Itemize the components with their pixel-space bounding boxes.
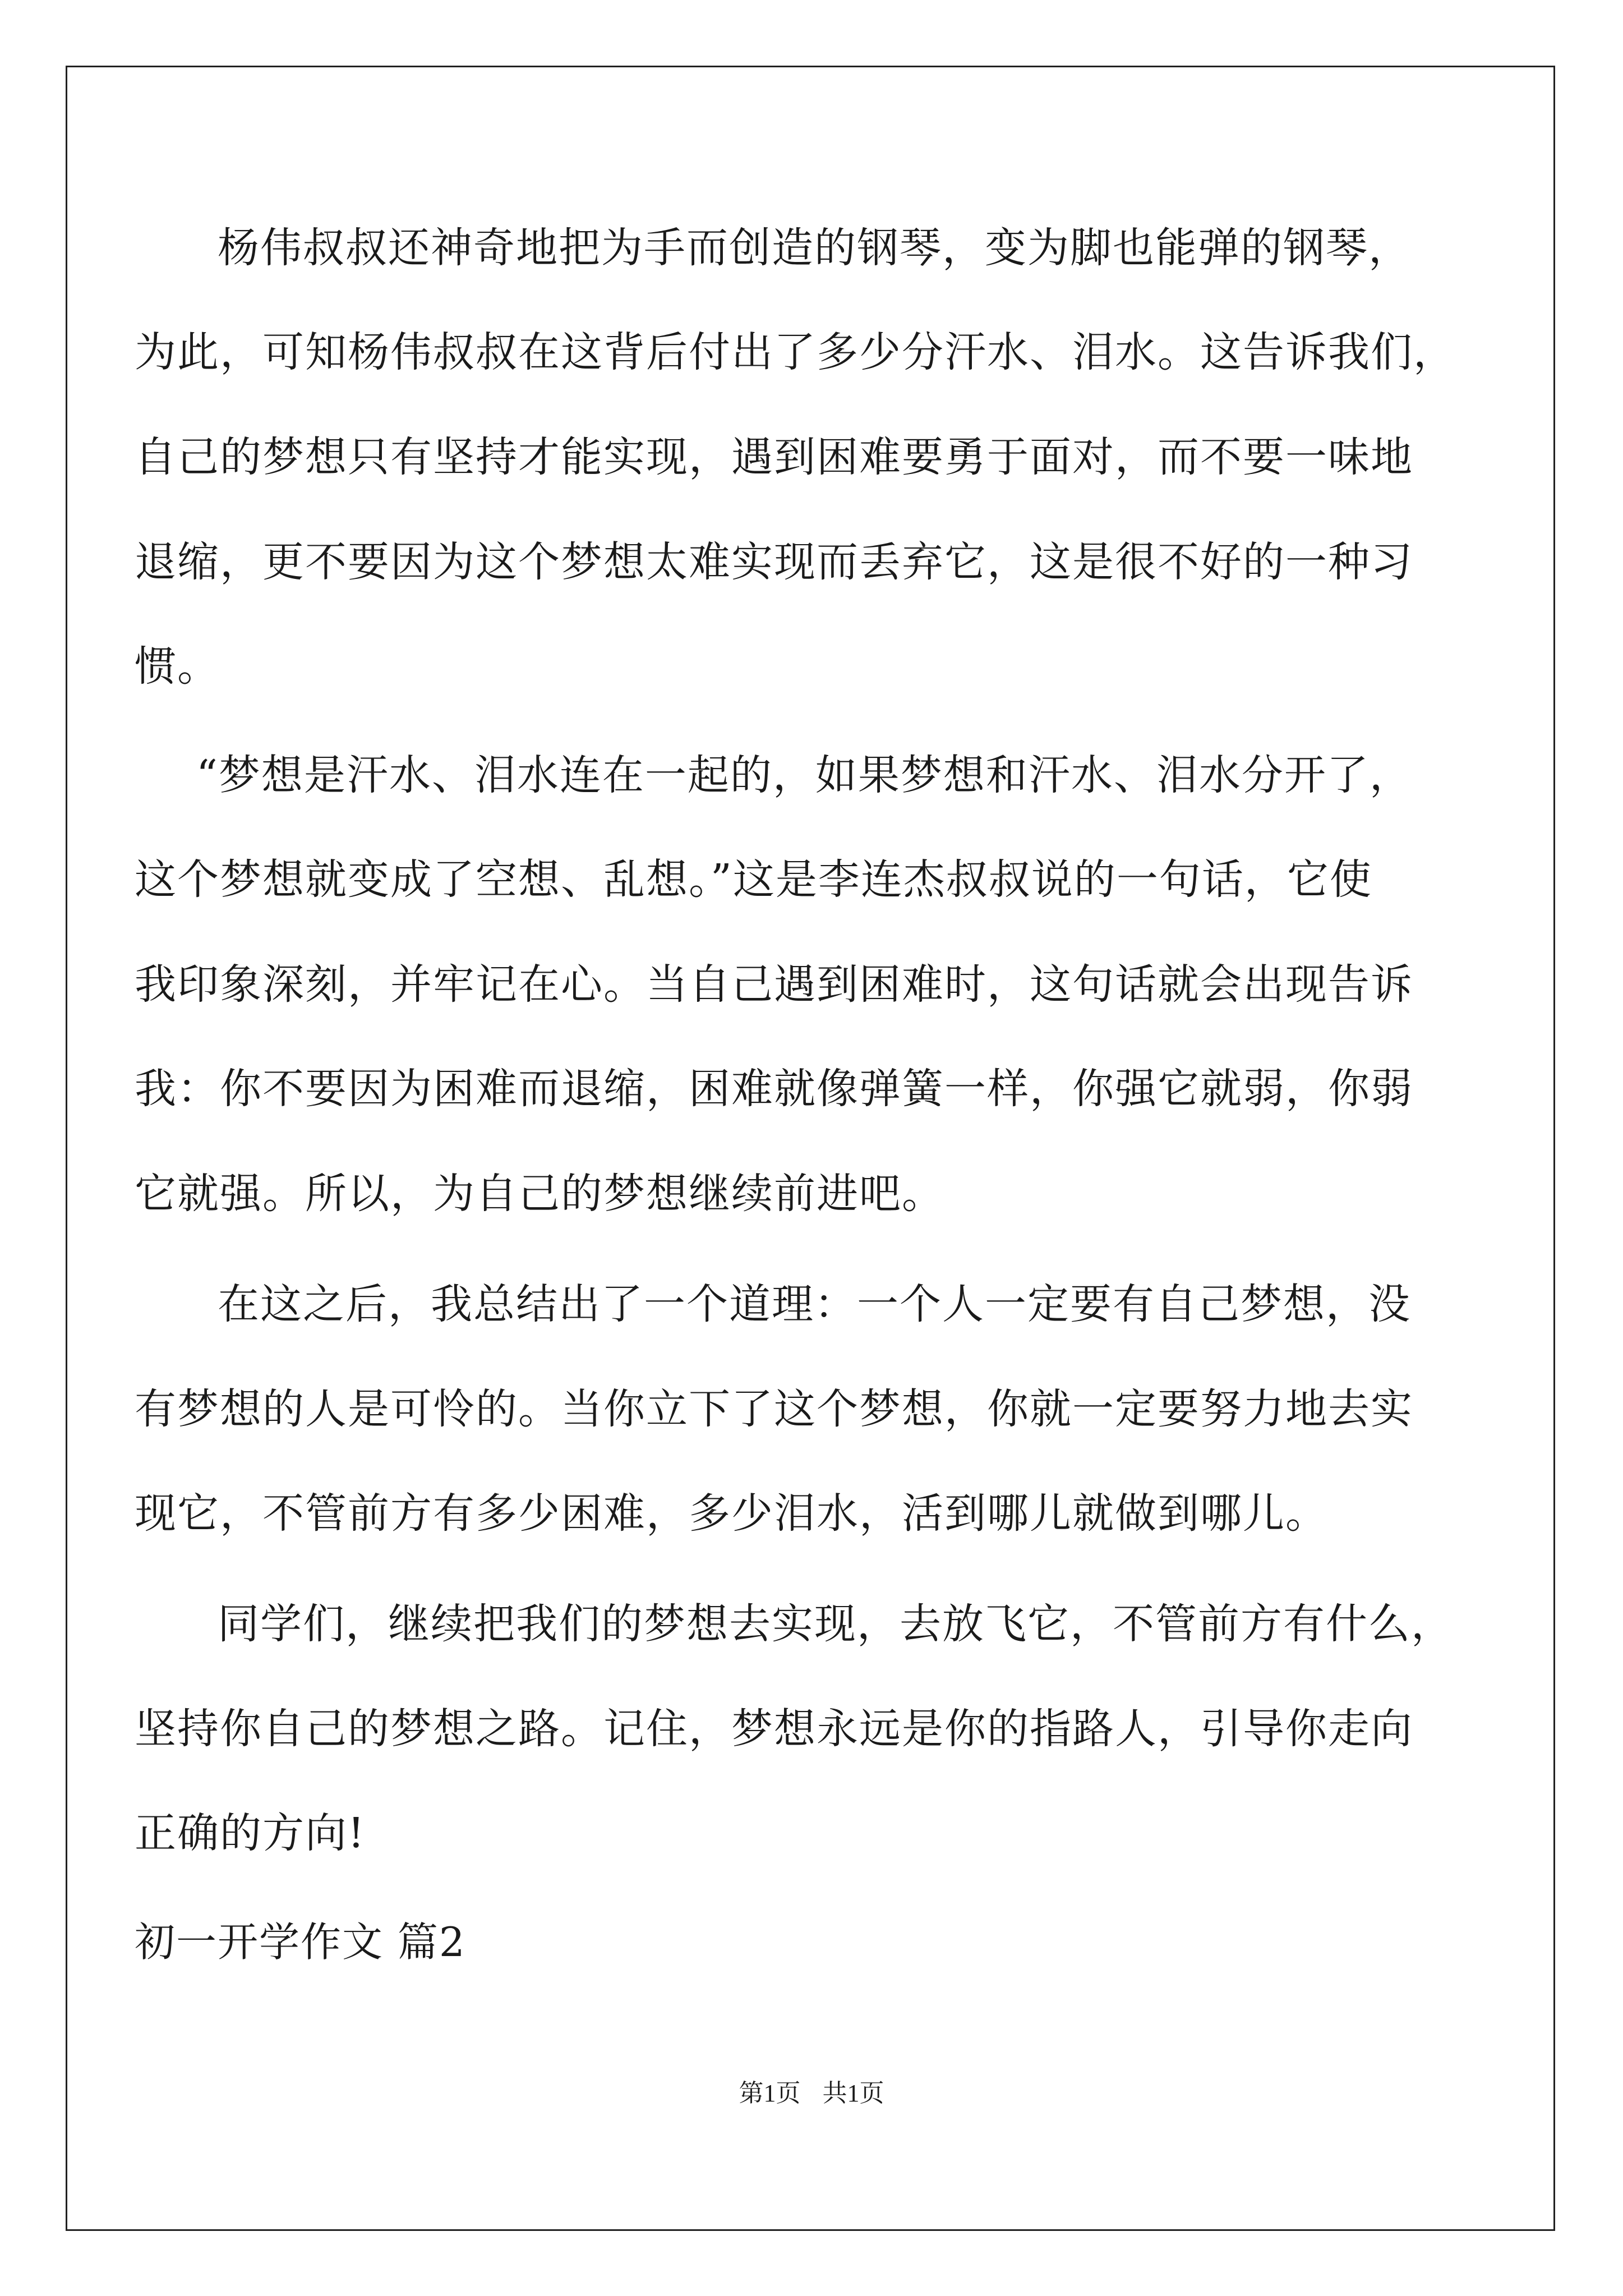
paragraph-2-line-4: 我：你不要因为困难而退缩，困难就像弹簧一样，你强它就弱，你弱 <box>135 1065 1413 1113</box>
paragraph-2-line-3: 我印象深刻，并牢记在心。当自己遇到困难时，这句话就会出现告诉 <box>135 960 1413 1009</box>
paragraph-1-line-5: 惯。 <box>135 642 220 691</box>
paragraph-3-line-3: 现它，不管前方有多少困难，多少泪水，活到哪儿就做到哪儿。 <box>135 1489 1328 1538</box>
paragraph-4-line-2: 坚持你自己的梦想之路。记住，梦想永远是你的指路人，引导你走向 <box>135 1705 1413 1753</box>
page-number: 第1页 <box>739 2079 801 2107</box>
paragraph-3-line-2: 有梦想的人是可怜的。当你立下了这个梦想，你就一定要努力地去实 <box>135 1385 1413 1433</box>
paragraph-1-line-2: 为此，可知杨伟叔叔在这背后付出了多少分汗水、泪水。这告诉我们， <box>135 328 1456 376</box>
page-total: 共1页 <box>822 2079 884 2107</box>
paragraph-1-line-3: 自己的梦想只有坚持才能实现，遇到困难要勇于面对，而不要一味地 <box>135 433 1413 481</box>
paragraph-3-line-1: 在这之后，我总结出了一个道理：一个人一定要有自己梦想，没 <box>218 1280 1411 1328</box>
paragraph-4-line-1: 同学们，继续把我们的梦想去实现，去放飞它，不管前方有什么， <box>218 1600 1454 1648</box>
page-footer <box>0 2077 1623 2110</box>
section-title: 初一开学作文 篇2 <box>135 1918 466 1966</box>
paragraph-2-line-2: 这个梦想就变成了空想、乱想。”这是李连杰叔叔说的一句话，它使 <box>135 855 1372 904</box>
paragraph-1-line-1: 杨伟叔叔还神奇地把为手而创造的钢琴，变为脚也能弹的钢琴， <box>218 224 1411 272</box>
paragraph-1-line-4: 退缩，更不要因为这个梦想太难实现而丢弃它，这是很不好的一种习 <box>135 538 1413 586</box>
paragraph-2-line-1: “梦想是汗水、泪水连在一起的，如果梦想和汗水、泪水分开了， <box>196 751 1412 799</box>
paragraph-2-line-5: 它就强。所以，为自己的梦想继续前进吧。 <box>135 1170 944 1218</box>
paragraph-4-line-3: 正确的方向! <box>135 1809 366 1857</box>
page-border <box>66 66 1555 2231</box>
